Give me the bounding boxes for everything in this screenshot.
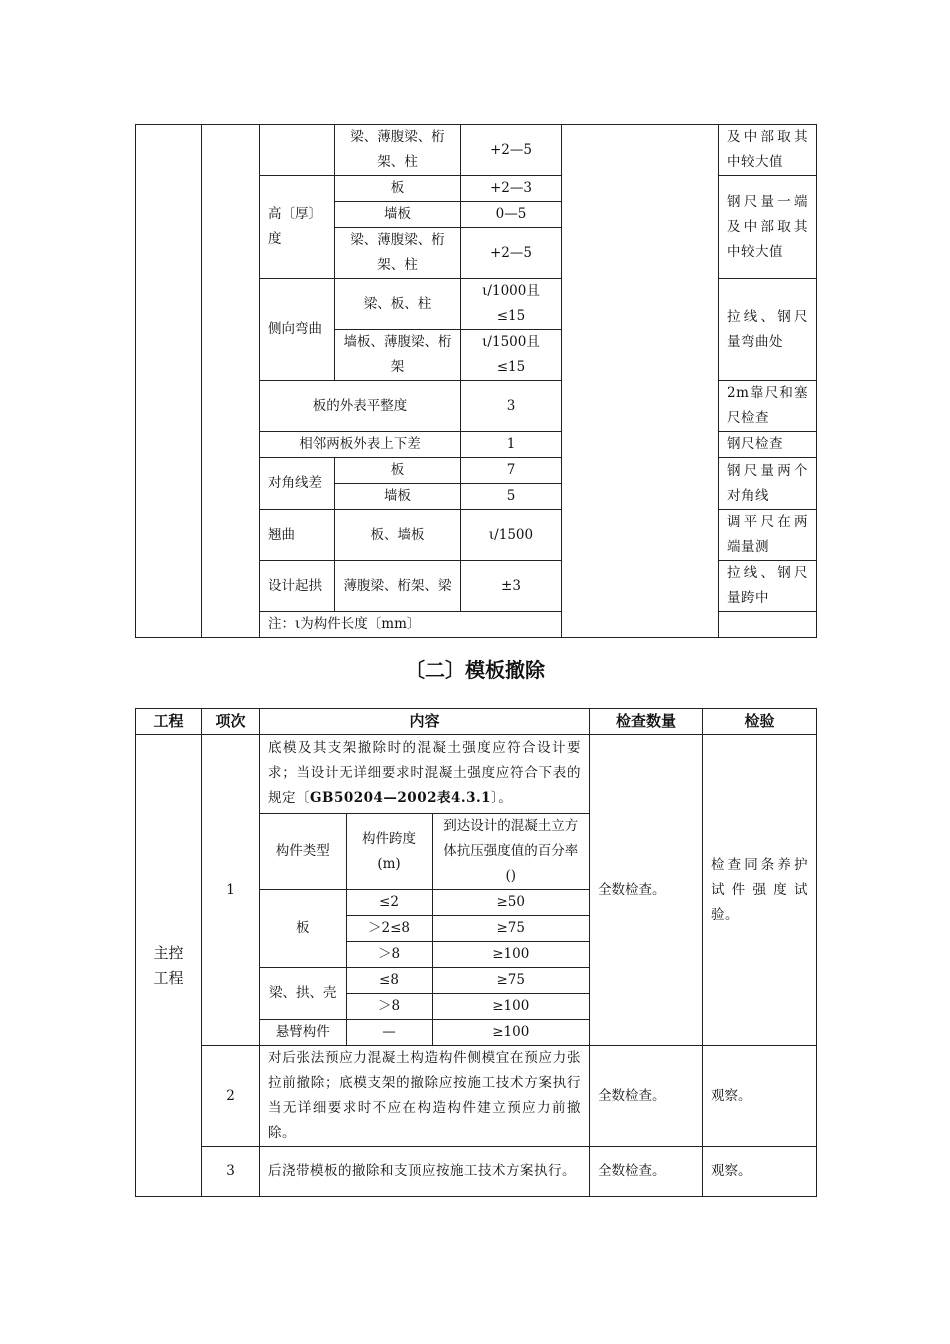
table-note: 注：ι为构件长度〔mm〕 bbox=[260, 612, 562, 638]
warp-label: 翘曲 bbox=[260, 510, 335, 561]
method-cell: 拉线、钢尺量跨中 bbox=[719, 561, 817, 612]
method-cell: 拉线、钢尺量弯曲处 bbox=[719, 279, 817, 381]
item-no: 3 bbox=[202, 1147, 260, 1197]
subtable-row-type: 梁、拱、壳 bbox=[260, 968, 346, 1020]
group-label: 主控工程 bbox=[136, 735, 202, 1197]
method-cell: 观察。 bbox=[703, 1046, 817, 1147]
blank-col-1 bbox=[136, 125, 202, 638]
header-inspection: 检验 bbox=[703, 709, 817, 735]
item3-content: 后浇带模板的撤除和支顶应按施工技术方案执行。 bbox=[260, 1147, 590, 1197]
item-no: 2 bbox=[202, 1046, 260, 1147]
item-no: 1 bbox=[202, 735, 260, 1046]
component-cell: 梁、薄腹梁、桁架、柱 bbox=[335, 125, 461, 176]
item1-content: 底模及其支架撤除时的混凝土强度应符合设计要求；当设计无详细要求时混凝土强度应符合下表的规定〔GB50204—2002表4.3.1〕。 构件类型 构件跨度(m) 到达设计的混凝土立方体抗压强度值的百分率() 板 ≤2 ≥50 ＞2≤8 ≥75 ＞8 ≥100 梁、拱、壳 ≤8 ≥75 ＞8 ≥100 悬臂构件 — ≥100 bbox=[260, 735, 590, 1046]
method-cell: 2m靠尺和塞尺检查 bbox=[719, 381, 817, 432]
diagonal-label: 对角线差 bbox=[260, 458, 335, 510]
method-cell: 调平尺在两端量测 bbox=[719, 510, 817, 561]
bend-label: 侧向弯曲 bbox=[260, 279, 335, 381]
subtable-row-type: 板 bbox=[260, 890, 346, 968]
section-title: 〔二〕模板撤除 bbox=[405, 658, 545, 682]
tolerance-cell: +2—5 bbox=[461, 125, 562, 176]
camber-label: 设计起拱 bbox=[260, 561, 335, 612]
strength-subtable: 构件类型 构件跨度(m) 到达设计的混凝土立方体抗压强度值的百分率() 板 ≤2 ≥50 ＞2≤8 ≥75 ＞8 ≥100 梁、拱、壳 ≤8 ≥75 ＞8 ≥100 悬臂构件 — ≥100 bbox=[260, 813, 589, 1045]
standard-reference: GB50204—2002表4.3.1 bbox=[310, 790, 492, 806]
method-cell: 钢尺量一端及中部取其中较大值 bbox=[719, 176, 817, 279]
header-project: 工程 bbox=[136, 709, 202, 735]
method-cell: 检查同条养护试件强度试验。 bbox=[703, 735, 817, 1046]
count-cell: 全数检查。 bbox=[590, 1147, 703, 1197]
method-cell: 及中部取其中较大值 bbox=[719, 125, 817, 176]
method-cell: 钢尺检查 bbox=[719, 432, 817, 458]
adjacent-label: 相邻两板外表上下差 bbox=[260, 432, 461, 458]
method-cell: 观察。 bbox=[703, 1147, 817, 1197]
header-item-no: 项次 bbox=[202, 709, 260, 735]
header-content: 内容 bbox=[260, 709, 590, 735]
count-cell: 全数检查。 bbox=[590, 1046, 703, 1147]
height-label: 高〔厚〕度 bbox=[260, 176, 335, 279]
flatness-label: 板的外表平整度 bbox=[260, 381, 461, 432]
method-cell: 钢尺量两个对角线 bbox=[719, 458, 817, 510]
count-cell: 全数检查。 bbox=[590, 735, 703, 1046]
subtable-row-type: 悬臂构件 bbox=[260, 1020, 346, 1046]
header-count: 检查数量 bbox=[590, 709, 703, 735]
blank-col-2 bbox=[202, 125, 260, 638]
item2-content: 对后张法预应力混凝土构造构件侧模宜在预应力张拉前撤除；底模支架的撤除应按施工技术方案执行当无详细要求时不应在构造构件建立预应力前撤除。 bbox=[260, 1046, 590, 1147]
tolerance-table: 梁、薄腹梁、桁架、柱 +2—5 及中部取其中较大值 高〔厚〕度 板 +2—3 钢尺量一端及中部取其中较大值 墙板 0—5 梁、薄腹梁、桁架、柱 +2—5 侧向弯曲 梁、板、柱 ι/1000且≤15 拉线、钢尺量弯曲处 墙板、薄腹梁、桁架 ι/1500且≤15 板的外表平整度 3 2m靠尺和塞尺检查 相邻两板外表上下差 1 钢尺检查 对角线差 板 7 钢尺量两个对角线 墙板 5 翘曲 板、墙板 ι/1500 调平尺在两端量测 设计起拱 薄腹梁、桁架、梁 ±3 拉线、钢尺量跨中 注：ι为构件长度〔mm〕 bbox=[135, 124, 817, 638]
blank-col-count bbox=[562, 125, 719, 638]
removal-table bbox=[135, 708, 817, 1197]
